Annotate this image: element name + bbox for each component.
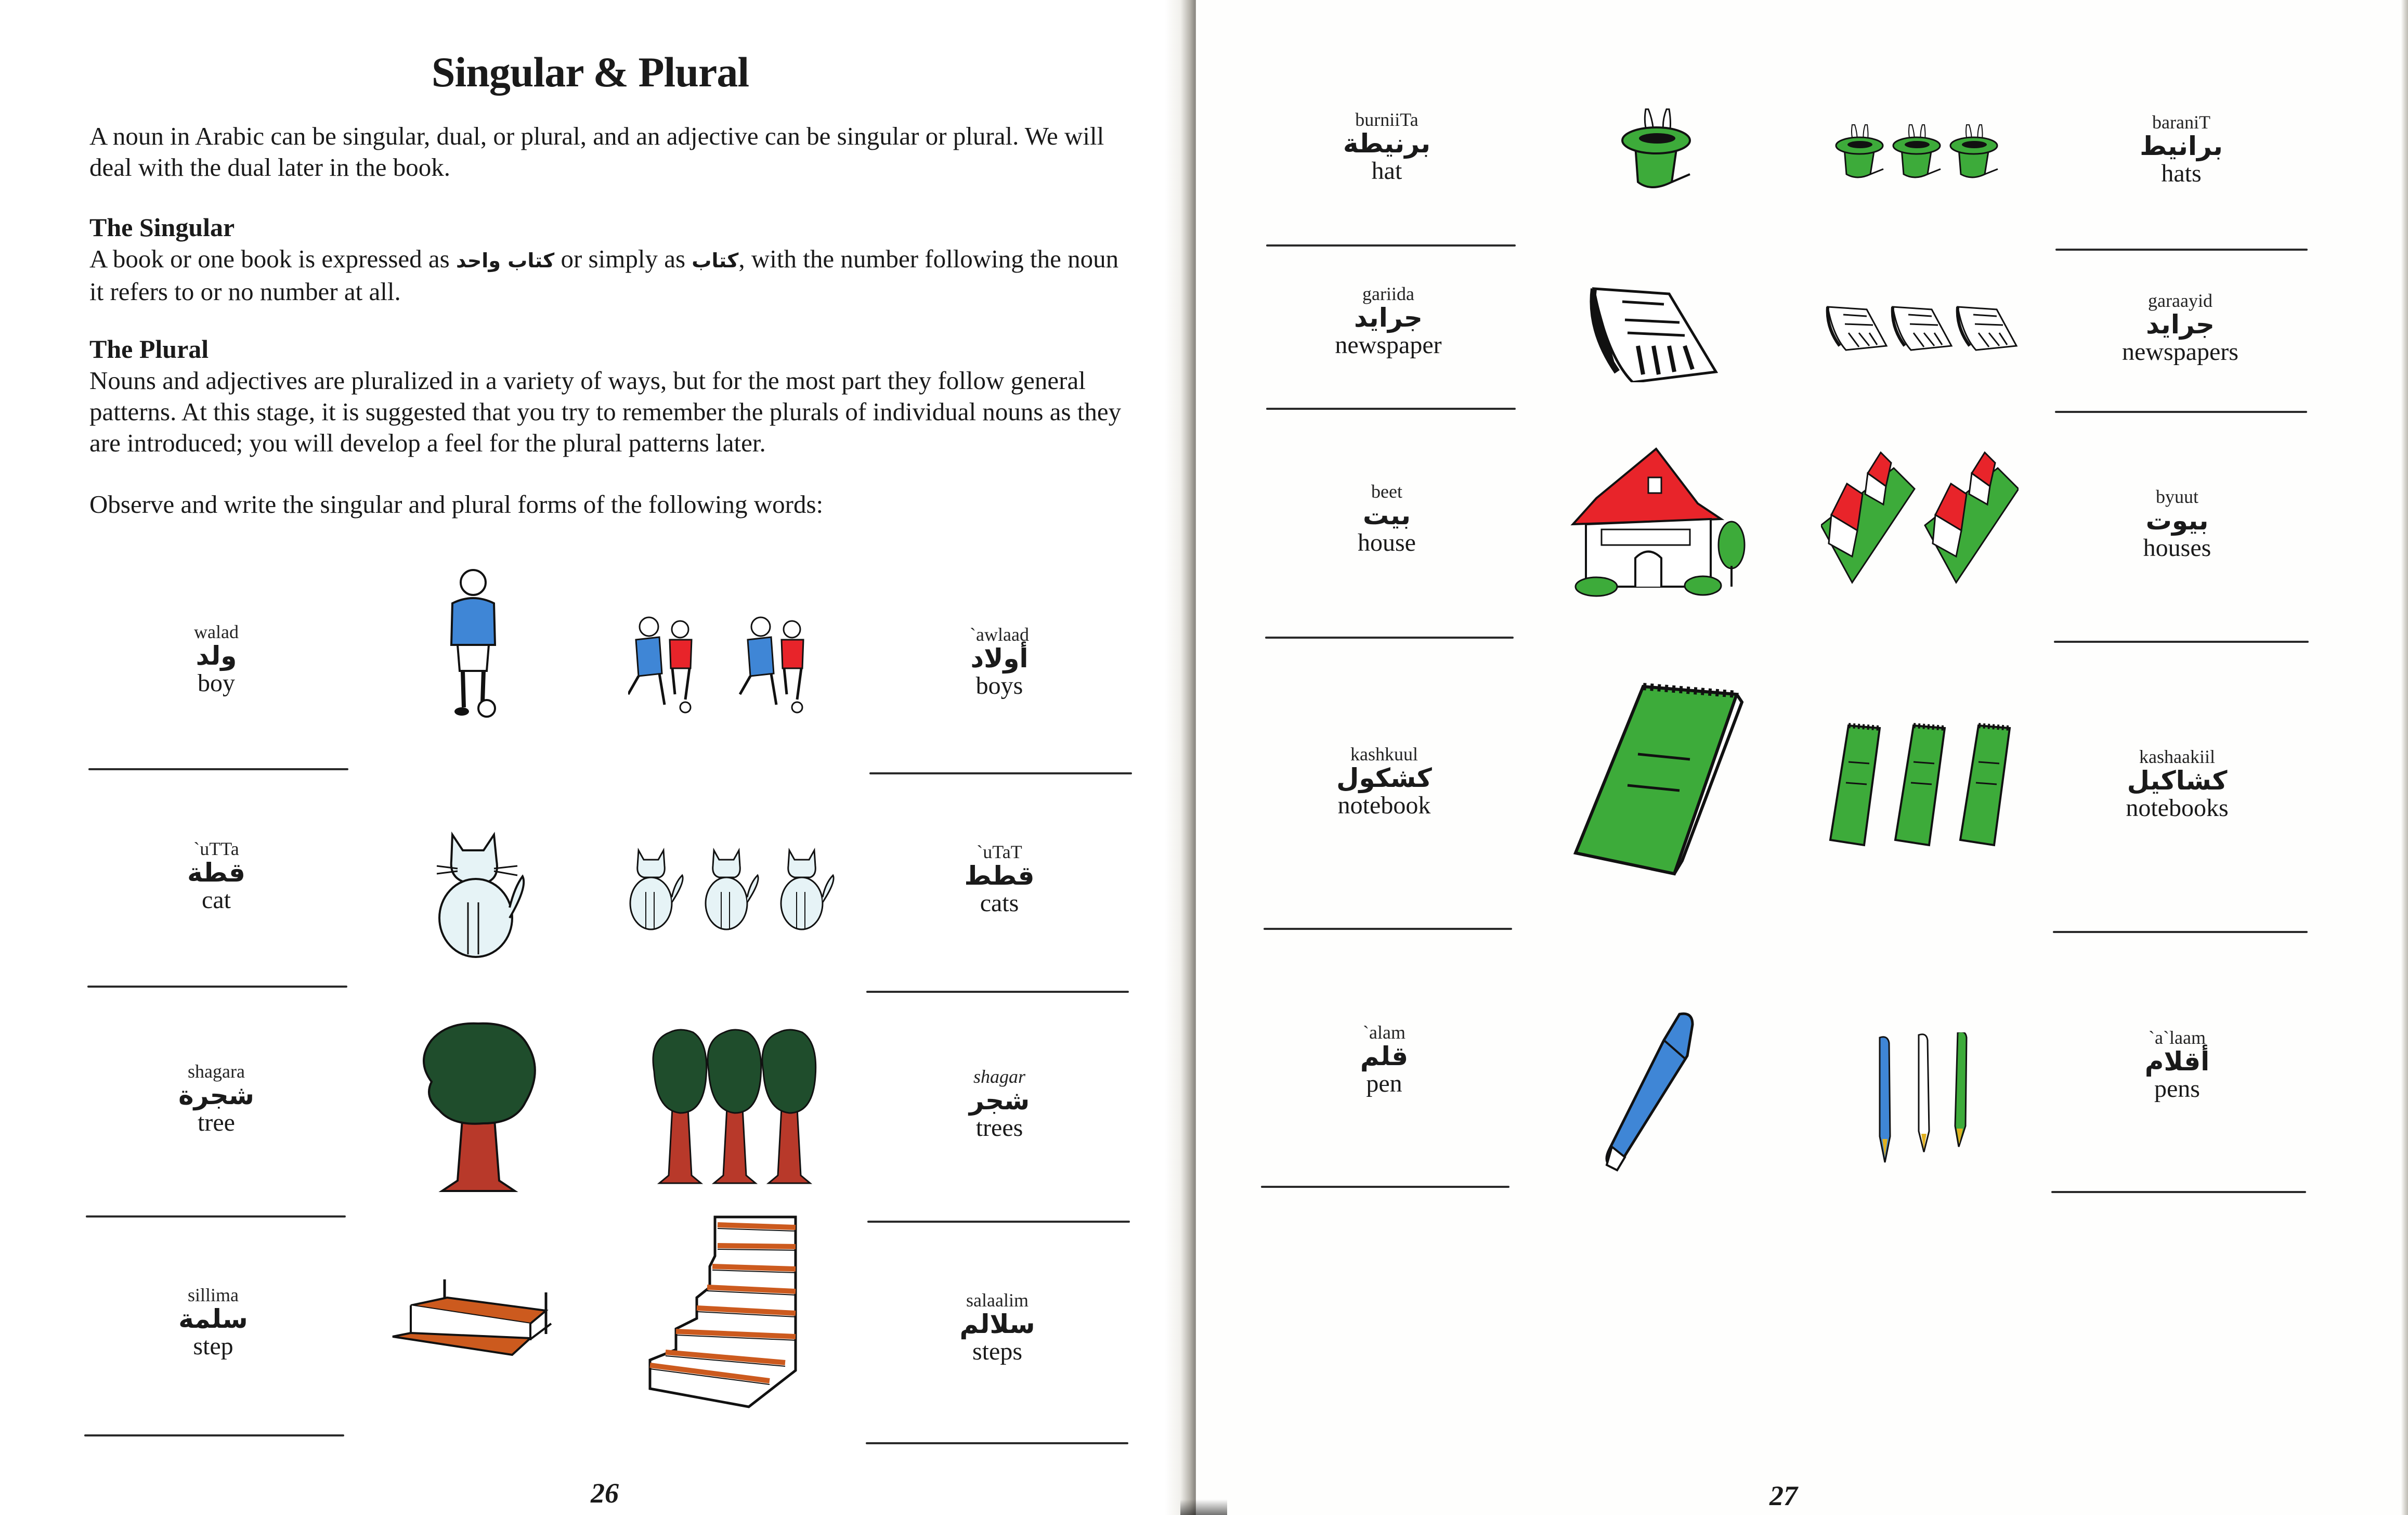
english-word: cat xyxy=(202,886,231,914)
singular-entry-pen xyxy=(1249,1022,1519,1098)
singular-entry-notebook xyxy=(1249,744,1519,820)
english-word: houses xyxy=(2143,534,2211,562)
singular-entry-house xyxy=(1252,481,1522,557)
plural-entry-houses xyxy=(2042,486,2312,562)
arabic-word: بيوت xyxy=(2145,506,2209,536)
arabic-word: قطط xyxy=(964,861,1035,891)
singular-text-before: A book or one book is expressed as xyxy=(89,244,456,273)
singular-text-middle: or simply as xyxy=(554,244,692,273)
transliteration: `awlaad xyxy=(970,624,1029,645)
english-word: notebooks xyxy=(2126,794,2229,822)
singular-entry-boy xyxy=(81,621,352,697)
three-trees-illustration xyxy=(649,1025,826,1191)
writing-line[interactable] xyxy=(1266,244,1516,247)
writing-line[interactable] xyxy=(866,991,1129,993)
transliteration: byuut xyxy=(2155,486,2198,507)
spine-shadow xyxy=(1180,1499,1227,1515)
transliteration: gariida xyxy=(1362,283,1414,304)
tree-illustration xyxy=(411,1019,546,1196)
transliteration: shagar xyxy=(973,1066,1026,1087)
singular-text-after: , with the number following the noun it refers to or no number at all. xyxy=(89,244,1119,306)
arabic-word: أولاد xyxy=(970,643,1029,674)
page-number-right: 27 xyxy=(1769,1480,1798,1511)
writing-line[interactable] xyxy=(2055,411,2307,413)
writing-line[interactable] xyxy=(867,1221,1130,1223)
writing-line[interactable] xyxy=(87,986,347,988)
plural-paragraph: Nouns and adjectives are pluralized in a variety of ways, but for the most part they follow general patterns. At this stage, it is suggested that you try to remember the plurals of individual nouns as they are introduced; you will develop a feel for the plural patterns later. xyxy=(89,366,1122,457)
english-word: steps xyxy=(972,1338,1022,1365)
arabic-word: أقلام xyxy=(2144,1046,2210,1077)
three-newspapers-illustration xyxy=(1825,304,2023,351)
transliteration: `uTTa xyxy=(193,838,239,859)
staircase-illustration xyxy=(645,1214,822,1412)
three-notebooks-illustration xyxy=(1828,720,2020,850)
two-pairs-of-boys-illustration xyxy=(628,611,847,715)
plural-entry-boys xyxy=(864,624,1135,700)
singular-entry-cat xyxy=(81,838,352,914)
arabic-word: كشاكيل xyxy=(2127,766,2228,796)
arabic-word: كشكول xyxy=(1336,763,1432,793)
arabic-word: سلمة xyxy=(178,1304,248,1334)
writing-line[interactable] xyxy=(2055,249,2308,251)
writing-line[interactable] xyxy=(2054,641,2309,643)
cat-illustration xyxy=(426,830,530,960)
english-word: newspaper xyxy=(1335,331,1442,359)
plural-entry-steps xyxy=(862,1290,1133,1366)
writing-line[interactable] xyxy=(84,1434,344,1436)
transliteration: garaayid xyxy=(2148,290,2212,311)
newspaper-illustration xyxy=(1586,283,1721,382)
page-number-left: 26 xyxy=(591,1478,619,1509)
transliteration: kashaakiil xyxy=(2139,746,2215,767)
arabic-word: جرايد xyxy=(2146,309,2215,340)
transliteration: burniiTa xyxy=(1355,109,1418,130)
house-illustration xyxy=(1565,446,1752,602)
arabic-word: شجر xyxy=(969,1085,1030,1116)
transliteration: `alam xyxy=(1363,1022,1405,1043)
three-pens-illustration xyxy=(1869,1032,1973,1168)
english-word: tree xyxy=(198,1109,235,1136)
arabic-word: قطة xyxy=(187,858,245,888)
transliteration: shagara xyxy=(188,1061,245,1082)
arabic-word: بيت xyxy=(1362,500,1411,530)
writing-line[interactable] xyxy=(1265,637,1514,639)
intro-paragraph: A noun in Arabic can be singular, dual, or plural, and an adjective can be singular or plural. We will deal with the dual later in the book. xyxy=(89,122,1104,182)
page-edge xyxy=(2401,0,2408,1515)
english-word: pen xyxy=(1366,1070,1402,1097)
singular-heading: The Singular xyxy=(89,213,235,242)
writing-line[interactable] xyxy=(1266,408,1516,410)
transliteration: `uTaT xyxy=(977,841,1022,862)
right-page xyxy=(1196,0,2408,1515)
writing-line[interactable] xyxy=(2051,1191,2306,1193)
arabic-word: قلم xyxy=(1360,1041,1409,1071)
left-page xyxy=(0,0,1180,1515)
writing-line[interactable] xyxy=(1264,928,1512,930)
writing-line[interactable] xyxy=(88,768,348,770)
english-word: cats xyxy=(980,889,1019,917)
arabic-book: كتاب xyxy=(692,249,739,272)
three-green-hats-illustration xyxy=(1834,122,2006,179)
english-word: notebook xyxy=(1337,792,1431,819)
english-word: newspapers xyxy=(2122,338,2238,366)
arabic-one-book: كتاب واحد xyxy=(455,249,555,272)
transliteration: baraniT xyxy=(2152,112,2210,133)
transliteration: `a`laam xyxy=(2149,1027,2206,1048)
plural-entry-pens xyxy=(2042,1027,2312,1103)
transliteration: salaalim xyxy=(966,1290,1029,1311)
transliteration: beet xyxy=(1371,481,1402,502)
transliteration: kashkuul xyxy=(1350,744,1418,765)
english-word: pens xyxy=(2154,1075,2200,1103)
arabic-word: جرايد xyxy=(1354,303,1423,333)
english-word: step xyxy=(193,1332,233,1360)
writing-line[interactable] xyxy=(86,1215,346,1218)
singular-entry-hat xyxy=(1252,109,1522,185)
arabic-word: برنيطة xyxy=(1343,128,1431,159)
three-cats-illustration xyxy=(628,845,847,934)
green-hat-illustration xyxy=(1620,104,1698,192)
singular-paragraph xyxy=(89,243,1129,307)
writing-line[interactable] xyxy=(869,772,1132,774)
arabic-word: برانيط xyxy=(2140,131,2223,161)
singular-entry-step xyxy=(78,1285,348,1361)
writing-line[interactable] xyxy=(2053,931,2308,933)
plural-entry-hats xyxy=(2046,112,2316,188)
english-word: house xyxy=(1358,529,1416,556)
plural-entry-newspapers xyxy=(2045,290,2315,366)
plural-entry-cats xyxy=(864,841,1135,917)
arabic-word: ولد xyxy=(196,641,237,671)
arabic-word: شجرة xyxy=(178,1080,254,1110)
plural-entry-notebooks xyxy=(2042,746,2312,822)
transliteration: walad xyxy=(194,621,239,642)
page-title: Singular & Plural xyxy=(431,48,749,96)
arabic-word: سلالم xyxy=(959,1309,1035,1339)
boy-with-ball-illustration xyxy=(437,567,510,723)
instruction-text: Observe and write the singular and plural forms of the following words: xyxy=(89,490,824,519)
english-word: boy xyxy=(198,669,235,697)
singular-entry-newspaper xyxy=(1253,283,1524,359)
english-word: trees xyxy=(975,1114,1023,1142)
singular-entry-tree xyxy=(81,1061,352,1137)
writing-line[interactable] xyxy=(1261,1186,1509,1188)
writing-line[interactable] xyxy=(866,1442,1128,1444)
english-word: hat xyxy=(1371,157,1402,185)
green-notebook-illustration xyxy=(1570,681,1747,879)
two-houses-illustration xyxy=(1821,447,2019,593)
plural-heading: The Plural xyxy=(89,334,209,364)
blue-pen-illustration xyxy=(1602,1009,1706,1175)
transliteration: sillima xyxy=(188,1285,239,1305)
english-word: hats xyxy=(2161,160,2202,187)
plural-entry-trees xyxy=(864,1066,1135,1142)
two-steps-illustration xyxy=(390,1277,556,1360)
english-word: boys xyxy=(975,672,1023,700)
